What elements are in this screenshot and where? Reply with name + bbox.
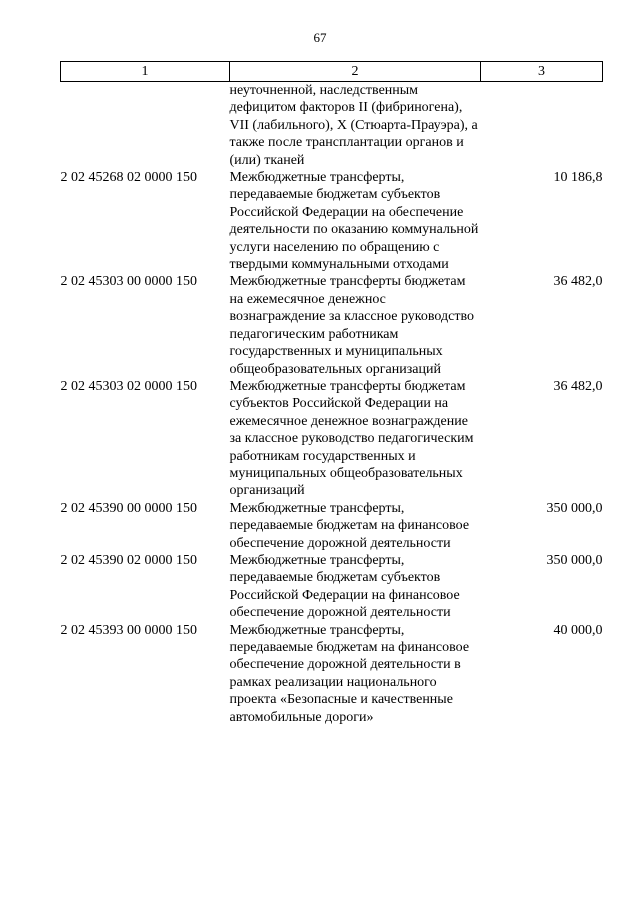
budget-code: 2 02 45393 00 0000 150 [60, 622, 197, 638]
item-amount [481, 82, 603, 170]
item-description: Межбюджетные трансферты бюджетам субъектов Российской Федерации на ежемесячное денежное вознаграждение за классное руководство педагогическим работникам государственных и муниципальных общеобразовательных организаций [229, 378, 474, 499]
column-header-3: 3 [481, 62, 603, 82]
table-row [61, 500, 603, 552]
item-description: Межбюджетные трансферты, передаваемые бюджетам субъектов Российской Федерации на обеспечение деятельности по оказанию коммунальной услуги населению по обращению с твердыми коммунальными отходами [229, 170, 479, 273]
table-row [61, 552, 603, 622]
item-amount: 40 000,0 [553, 622, 603, 638]
budget-code: 2 02 45390 00 0000 150 [60, 500, 197, 516]
budget-table [60, 61, 603, 726]
item-description: Межбюджетные трансферты, передаваемые бюджетам на финансовое обеспечение дорожной деятельности в рамках реализации национального проекта «Безопасные и качественные автомобильные дороги» [229, 622, 470, 725]
budget-code: 2 02 45303 02 0000 150 [60, 378, 197, 394]
column-header-2: 2 [230, 62, 481, 82]
item-amount: 36 482,0 [553, 274, 603, 290]
table-row [61, 82, 603, 170]
budget-code: 2 02 45303 00 0000 150 [60, 274, 197, 290]
table-row [61, 273, 603, 377]
item-description: Межбюджетные трансферты, передаваемые бюджетам субъектов Российской Федерации на финансовое обеспечение дорожной деятельности [229, 552, 460, 621]
item-amount: 36 482,0 [553, 378, 603, 394]
table-row [61, 378, 603, 500]
item-description: Межбюджетные трансферты, передаваемые бюджетам на финансовое обеспечение дорожной деятельности [229, 500, 470, 551]
item-amount: 350 000,0 [546, 552, 603, 568]
budget-code [61, 82, 230, 170]
item-description: неуточненной, наследственным дефицитом факторов II (фибриногена), VII (лабильного), X (Стюарта-Прауэра), а также после трансплантации органов и (или) тканей [229, 83, 478, 168]
table-row [61, 622, 603, 726]
budget-code: 2 02 45268 02 0000 150 [60, 170, 197, 186]
item-amount: 350 000,0 [546, 500, 603, 516]
table-row [61, 169, 603, 273]
table-header-row [61, 62, 603, 82]
item-amount: 10 186,8 [553, 170, 603, 186]
budget-code: 2 02 45390 02 0000 150 [60, 552, 197, 568]
column-header-1: 1 [61, 62, 230, 82]
page-number: 67 [313, 30, 327, 45]
item-description: Межбюджетные трансферты бюджетам на ежемесячное денежнос вознаграждение за классное руководство педагогическим работникам государственных и муниципальных общеобразовательных организаций [229, 274, 474, 377]
